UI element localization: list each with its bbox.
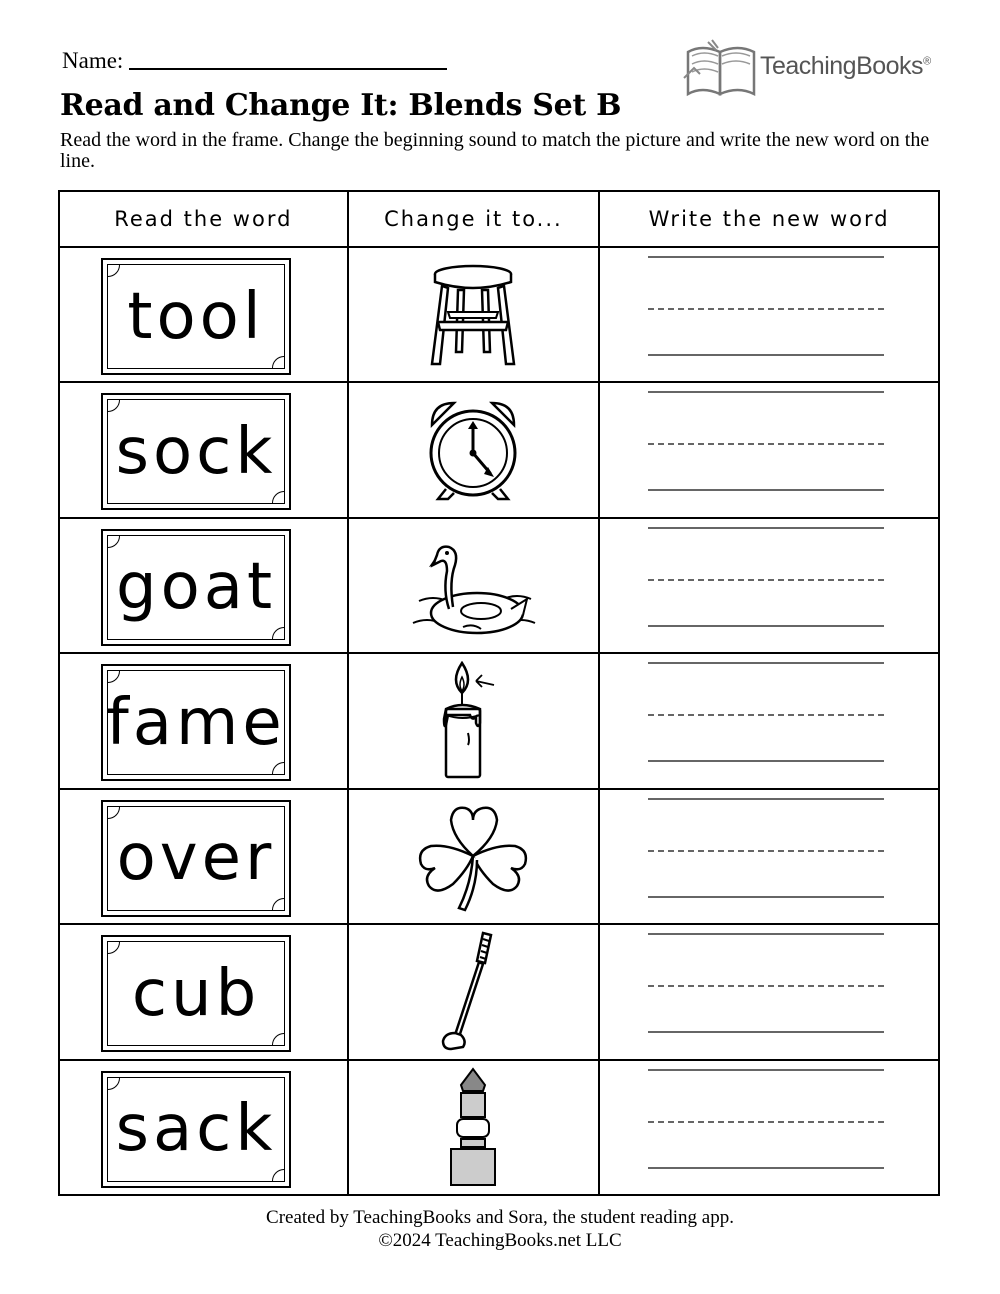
- name-field: [62, 48, 447, 74]
- writing-lines[interactable]: [648, 933, 884, 1053]
- answer-cell[interactable]: [599, 924, 939, 1059]
- worksheet-title: Read and Change It: Blends Set B: [60, 88, 622, 123]
- writing-lines[interactable]: [648, 798, 884, 918]
- header-change-it: Change it to...: [348, 191, 600, 247]
- logo-wordmark: TeachingBooks®: [760, 52, 931, 80]
- table-row: [59, 247, 939, 382]
- name-label: Name:: [62, 48, 124, 73]
- word-frame: [101, 258, 291, 375]
- table-row: [59, 789, 939, 924]
- name-blank-line[interactable]: [129, 68, 447, 70]
- footer: [0, 1206, 1000, 1252]
- picture-cell: [348, 924, 600, 1059]
- word-cell: [59, 518, 348, 653]
- answer-cell[interactable]: [599, 382, 939, 517]
- answer-cell[interactable]: [599, 653, 939, 788]
- teachingbooks-logo: [682, 38, 944, 100]
- open-book-icon: [682, 38, 760, 100]
- word-frame: [101, 800, 291, 917]
- worksheet-table: [58, 190, 940, 1196]
- word-frame: [101, 664, 291, 781]
- word-text: over: [116, 821, 276, 896]
- writing-lines[interactable]: [648, 527, 884, 647]
- word-cell: [59, 924, 348, 1059]
- picture-cell: [348, 789, 600, 924]
- writing-lines[interactable]: [648, 662, 884, 782]
- clover-icon: [413, 798, 533, 914]
- picture-cell: [348, 382, 600, 517]
- word-frame: [101, 529, 291, 646]
- word-cell: [59, 382, 348, 517]
- float-icon: [403, 531, 543, 641]
- word-cell: [59, 653, 348, 788]
- stool-icon: [418, 260, 528, 370]
- word-cell: [59, 247, 348, 382]
- word-cell: [59, 789, 348, 924]
- word-frame: [101, 935, 291, 1052]
- header-write-new: Write the new word: [599, 191, 939, 247]
- footer-credit: Created by TeachingBooks and Sora, the student reading app.: [266, 1207, 734, 1228]
- writing-lines[interactable]: [648, 391, 884, 511]
- instructions: Read the word in the frame. Change the beginning sound to match the picture and write the new word on the line.: [60, 129, 930, 172]
- answer-cell[interactable]: [599, 789, 939, 924]
- writing-lines[interactable]: [648, 1069, 884, 1189]
- table-row: [59, 924, 939, 1059]
- word-text: fame: [106, 685, 286, 760]
- club-icon: [433, 929, 513, 1055]
- table-row: [59, 1060, 939, 1195]
- clock-icon: [418, 395, 528, 505]
- stack-icon: [433, 1065, 513, 1189]
- writing-lines[interactable]: [648, 256, 884, 376]
- picture-cell: [348, 518, 600, 653]
- answer-cell[interactable]: [599, 247, 939, 382]
- word-cell: [59, 1060, 348, 1195]
- answer-cell[interactable]: [599, 518, 939, 653]
- word-text: sack: [115, 1092, 277, 1167]
- footer-copyright: ©2024 TeachingBooks.net LLC: [378, 1230, 622, 1251]
- picture-cell: [348, 1060, 600, 1195]
- answer-cell[interactable]: [599, 1060, 939, 1195]
- picture-cell: [348, 653, 600, 788]
- header-read-word: Read the word: [59, 191, 348, 247]
- flame-icon: [428, 661, 518, 781]
- table-row: [59, 518, 939, 653]
- word-text: goat: [115, 550, 277, 625]
- word-text: sock: [115, 414, 277, 489]
- word-text: tool: [127, 279, 265, 354]
- word-frame: [101, 393, 291, 510]
- word-frame: [101, 1071, 291, 1188]
- table-header-row: [59, 191, 939, 247]
- table-row: [59, 653, 939, 788]
- table-row: [59, 382, 939, 517]
- word-text: cub: [131, 956, 261, 1031]
- picture-cell: [348, 247, 600, 382]
